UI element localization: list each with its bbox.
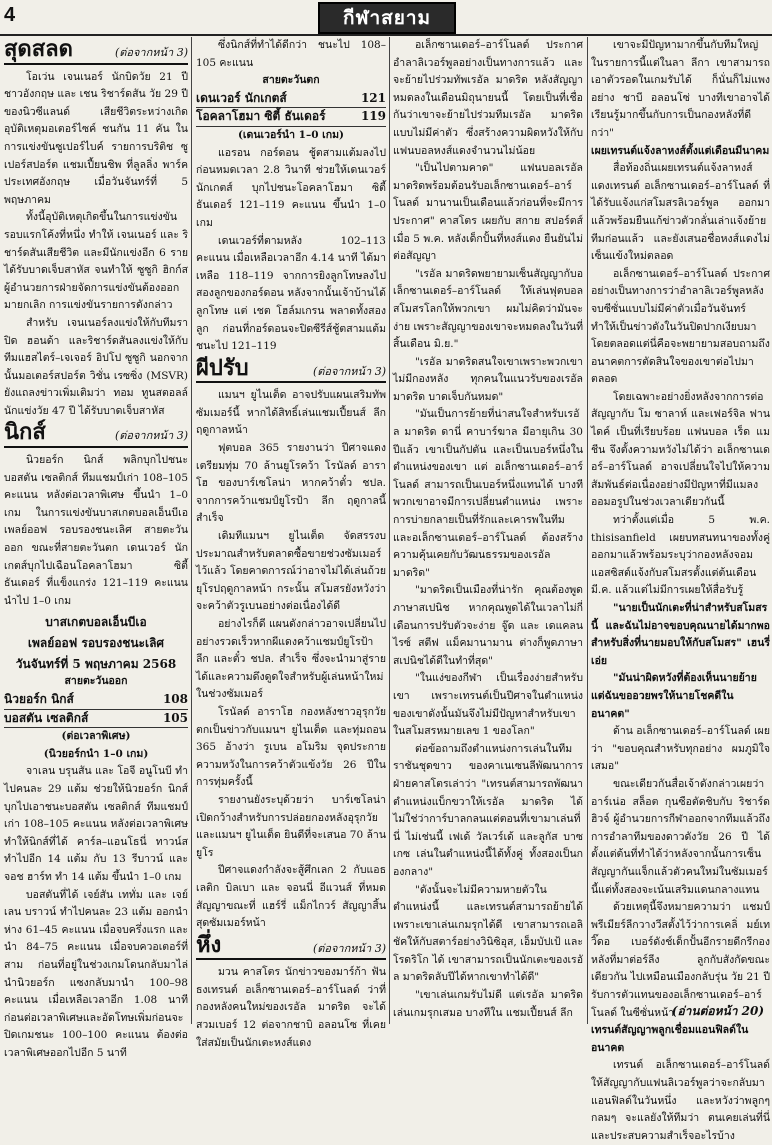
- paragraph: "มาดริดเป็นเมืองที่น่ารัก คุณต้องพูดภาษาสเปนิช หากคุณพูดได้ในเวลาไม่กี่เดือนการปรับตัวจะง่าย จู๊ด และ เดแคลน ไรซ์ สตีฟ แม็คมานามาน ต่างก็พูดภาษาสเปนิชได้ดีในทำที่สุด": [393, 584, 583, 667]
- column-divider: [389, 37, 390, 1024]
- overtime-note: (ต่อเวลาพิเศษ): [61, 730, 131, 743]
- team-name: โอคลาโฮมา ซิตี้ ธันเดอร์: [196, 109, 326, 124]
- paragraph: ทว่าตั้งแต่เมื่อ 5 พ.ค. thisisanfield เผยบทสนทนาของทั้งคู่ออกมาแล้วพร้อมระบุว่ากองหลังจอมแอสซิสต์แจ้งกับสโมสรตั้งแต่ต้นเดือนมี.ค. แล้วแต่ไม่มีการเผยให้สื่อรับรู้: [591, 514, 770, 597]
- paragraph: บอสตันที่ได้ เจย์สัน เททั่ม และ เจย์เลน บราวน์ ทำไปคนละ 23 แต้ม ออกนำห่าง 61–45 คะแนน เมื่อจบครึ่งแรก และนำ 84–75 คะแนน เมื่อจบควอเตอร์ที่สาม ก่อนที่อยู่ในช่วงเกมโดนกลับมาไล่นำนิวยอร์ก แซงกลับมานำ 100–98 คะแนน เมื่อเหลือเวลาอีก 1.08 นาที ก่อนต่อเวลาพิเศษและอัดโทษเพิ่มก่อนจะปิดเกมชนะ 100–100 คะแนน ต้องต่อเวลาพิเศษออกไปอีก 5 นาที: [4, 888, 188, 1059]
- header-rule: [0, 34, 772, 36]
- paragraph: "เขาเล่นเกมรับไม่ดี แต่เรอัล มาดริดเล่นเกมรุกเสมอ บางทีใน แชมเปี้ยนส์ ลีก: [393, 989, 583, 1019]
- subheading: เทรนต์สัญญาพลูกเชื่อมแอนฟิลด์ในอนาคต: [591, 1024, 749, 1054]
- paragraph: ฟุตบอล 365 รายงานว่า ปีศาจแดงเตรียมทุ่ม 70 ล้านยูโรคว้า โรนัลด์ อาราโฮ ของบาร์เซโลน่า หากคว้าตั๋ว ชปล. จากการคว้าแชมป์ยูโรป้า ลีก ฤดูกาลนี้สำเร็จ: [196, 442, 386, 525]
- scores-box: [4, 614, 188, 763]
- paragraph: อย่างไรก็ดี แผนดังกล่าวอาจเปลี่ยนไปอย่างรวดเร็วหากผีแดงคว้าแชมป์ยูโรป้า ลีก และตั๋ว ชปล. สำเร็จ ซึ่งจะนำมาสู่รายได้และความดึงดูดใจสำหรับผู้เล่นหน้าใหม่ในช่วงซัมเมอร์: [196, 618, 386, 701]
- conference-label: สายตะวันตก: [262, 74, 320, 87]
- continued-note: (ต่อจากหน้า 3): [114, 46, 188, 59]
- team-name: เดนเวอร์ นักเกตส์: [196, 90, 287, 105]
- paragraph: มวน คาสโตร นักข่าวของมาร์ก้า ฟันธงเทรนต์ อเล็กซานเดอร์–อาร์โนลด์ ว่าที่กองหลังคนใหม่ของเรอัล มาดริด จะได้สวมเบอร์ 12 ต่อจากชาบิ อลอนโซ ที่เคยใส่สมัยเป็นนักเตะหงส์แดง: [196, 966, 386, 1049]
- paragraph: ต่อข้อถามถึงตำแหน่งการเล่นในทีมราชันชุดขาว ของคาเนเซนลีพัฒนาการ ฝ่ายคาสโตรเล่าว่า "เทรนต์สามารถพัฒนาตำแหน่งแบ็กขวาให้เรอัล มาดริด ได้ ไม่ใช่ว่าการ์บาลกลนแต่ตอนที่เขามาเล่นที่นี่ ไม่เช่นนี้ เฟเด้ วัลเวร์เด้ และลูกัส บาซเกซ เล่นในตำแหน่งนี้ได้ทั้งคู่ ทั้งสองเป็นกองกลาง": [393, 742, 583, 878]
- series-note: (เดนเวอร์นำ 1–0 เกม): [237, 128, 345, 141]
- section-title: ผีปรับ: [196, 355, 249, 381]
- column-divider: [587, 37, 588, 1024]
- section-title: นิกส์: [4, 420, 46, 446]
- paragraph: ด้วยเหตุนี้จึงหมายความว่า แชมป์พรีเมียร์ลีกวางวีสตั้งไว้ว่าการเคลิ่ มย์เทวิ๊ดอ เบอร์ดังช์เด็กปั้นอีกรายดีกรีกองหลังที่มาต่อร์ลีง ลูกกับสังกัดขณะเดียวกัน ไปเหมือนเมืองกลับรุ่น วัย 21 ปีรับการตัวแทนของอเล็กซานเดอร์–อาร์โนลด์ ในซีซั่นหน้า: [591, 901, 770, 1019]
- section-header: [196, 355, 386, 384]
- paragraph: ซึ่งนิกส์ที่ทำได้ดีกว่า ชนะไป 108–105 คะแนน: [196, 39, 386, 69]
- score-row: [196, 108, 386, 127]
- paragraph: "ในแง่ของกีฬา เป็นเรื่องง่ายสำหรับเขา เพราะเทรนต์เป็นปีศาจในตำแหน่งของเขาดังนั้นมันจึงไม่มีปัญหาสำหรับเขาในสโมสรหมายเลข 1 ของโลก": [393, 672, 583, 738]
- paragraph: อเล็กซานเดอร์–อาร์โนลด์ ประกาศอย่างเป็นทางการว่าอำลาลิเวอร์พูลหลังจบซีซั่นแบบไม่มีค่าตัวเมื่อวันจันทร์ ทำให้เป็นข่าวดังในวันปิดปากเงียบมา โดยตลอดแต่นี่คือจะพยายามสอบถามถึงอนาคตการตัดสินใจของเขาต่อไปมาตลอด: [591, 267, 770, 386]
- paragraph: "ดังนั้นจะไม่มีความหายตัวในตำแหน่งนี้ และเทรนต์สามารถย้ายได้ เพราะเขาเล่นเกมรุกได้ดี เขาสามารถเอลิชัคให้กับสตาร์อย่างวินิซิอุส, เอ็มบัปเป้ และ โรดริโก ได้ เขาสามารถเป็นนักเตะของเรอัล มาดริดลับปีได้หากเขาทำได้ดี": [393, 883, 583, 984]
- team-name: นิวยอร์ก นิกส์: [4, 692, 74, 706]
- continued-note: (ต่อจากหน้า 3): [312, 941, 386, 955]
- score-row: [4, 691, 188, 710]
- paragraph: แอรอน กอร์ดอน ชู้ตสามแต้มลงไปก่อนหมดเวลา 2.8 วินาที ช่วยให้เดนเวอร์ นักเกตส์ บุกไปชนะโอคลาโฮมา ซิตี้ ธันเดอร์ 121–119 คะแนน ขึ้นนำ 1–0 เกม: [196, 146, 386, 229]
- team-score: 119: [360, 109, 386, 124]
- paragraph: เทรนต์ อเล็กซานเดอร์–อาร์โนลด์ ให้สัญญากับแฟนลิเวอร์พูลว่าจะกลับมาแอนฟิลด์ในวันหนึ่ง และหวังว่าพลูกๆ กลมๆ จะแลยังให้ทีมว่า ตนเคยเล่นที่นี่และประสบความสำเร็จอะไรบ้าง: [591, 1059, 770, 1142]
- paragraph: จาเลน บรุนสัน และ โอจี อนูโนบี ทำไปคนละ 29 แต้ม ช่วยให้นิวยอร์ก นิกส์ บุกไปเอาชนะบอสตัน เซลติกส์ ทีมแชมป์เก่า 108–105 คะแนน หลังต่อเวลาพิเศษ ทำให้นิกส์ที่ได้ คาร์ล–แอนโธนี่ ทาวน์ส ทำไปอีก 14 แต้ม กับ 13 รีบาวน์ และ จอช ฮาร์ท ทำ 14 แต้ม ขึ้นนำ 1–0 เกม: [4, 765, 188, 883]
- column-4: [591, 37, 770, 1142]
- box-title: บาสเกตบอลเอ็นบีเอ: [45, 615, 147, 630]
- team-score: 105: [162, 710, 188, 725]
- paragraph: ขณะเดียวกันสื่อเจ้าดังกล่าวเผยว่าอาร์เน่อ สล็อต กุนซือตัดชิบกับ ริชาร์ด ฮิวจ์ ผู้อำนวยการกีฬาออกจากทีมแล้วถึงการอำลาทีมของดาวดังวัย 26 ปี ได้ตั้งแต่ต้นที่ทำได้ว่าหลังจากนั้นการเซ็นสัญญากันแจ็กแล้วตัวคนใหม่ในซัมเมอร์นี้แต่ทั้งสองจะเน้นเสริมแดนกลางแทน: [591, 777, 770, 896]
- masthead-logo: กีฬาสยาม: [318, 2, 456, 34]
- paragraph: เดนเวอร์ที่ตามหลัง 102–113 คะแนน เมื่อเหลือเวลาอีก 4.14 นาที ได้มาเหลือ 118–119 จากการยิงลูกโทษลงไปสองลูกของกอร์ดอน หลังจากนั้นเจ้าบ้านได้ลูกโทษ แต่ เชต โฮล์มเกรน พลาดทั้งสองลูก ก่อนที่กอร์ดอนจะปิดซีรีส์ชู้ตสามแต้มชนะไป 121–119: [196, 234, 386, 353]
- paragraph: สื่อท้องถิ่นเผยเทรนต์แจ้งลาหงส์แดงเทรนต์ อเล็กซานเดอร์–อาร์โนลด์ ที่ได้รับแจ้งแก่สโมสรลิเวอร์พูล ออกมาแล้วพร้อมยืนแก้ข่าวตัวกลั่นเล่าแจ้งย้ายทีมก่อนแล้ว และยังเสนอชื่อหงส์แดงไม่เซ็นแข้งใหม่ตลอด: [591, 162, 770, 263]
- quote: "นายเป็นนักเตะที่น่าสำหรับสโมสรนี้ และฉันไม่อาจขอบคุณนายได้มากพอสำหรับสิ่งที่นายมอบให้กับสโมสร" เฮนรี่เอ่ย: [591, 602, 770, 667]
- section-header: [4, 420, 188, 448]
- score-row: [4, 710, 188, 729]
- paragraph: เขาจะมีปัญหามากขึ้นกับทีมใหญ่ในรายการนี้แต่ในลา ลีกา เขาสามารถเอาตัวรอดในเกมรับได้ ก็นั่นก็ไม่แพงอย่าง ชาบี อลอนโซ่ บางทีเขาอาจได้เรียนรู้มากขึ้นกับการเป็นกองหลังที่ดีกว่า": [591, 39, 770, 139]
- quote: "มันน่าผิดหวังที่ต้องเห็นนายย้ายแต่ฉันขออวยพรให้นายโชคดีในอนาคต": [591, 672, 757, 720]
- team-name: บอสตัน เซลติกส์: [4, 710, 89, 725]
- paragraph: รายงานยังระบุด้วยว่า บาร์เซโลน่าเปิดกว้างสำหรับการปล่อยกองหลังอุรุกวัย และแมนฯ ยูไนเต็ด ยินดีที่จะเสนอ 70 ล้านยูโร: [196, 793, 387, 859]
- paragraph: ทั้งนี้อุบัติเหตุเกิดขึ้นในการแข่งขันรอบแรกโค้งที่หนึ่ง ทำให้ เจนเนอร์ และ ริชาร์ดสันเสียชีวิต และมีนักแข่งอีก 6 รายได้รับบาดเจ็บสาหัส จนทำให้ ซูซูกิ ฮิกก์ส ผู้อำนวยการฝ่ายจัดการแข่งขันต้องออกมายกเลิก การแข่งขันรายการดังกล่าว: [4, 211, 188, 312]
- series-note: (นิวยอร์กนำ 1–0 เกม): [43, 747, 149, 760]
- column-3: [393, 37, 583, 1024]
- paragraph: สำหรับ เจนเนอร์ลงแข่งให้กับทีมราปิด ฮอนด้า และริชาร์ดสันลงแข่งให้กับทีมแฮสไตร์–เจเจอร์ อิปโป ซูซูกิ นอกจากนั้นมอเตอร์สปอร์ต วิชั่น เรซซิ่ง (MSVR) ยังแถลงข่าวเพิ่มเติมว่า ทอม ทูนสตอลล์ นักแข่งวัย 47 ปี ได้รับบาดเจ็บสาหัส: [4, 316, 188, 417]
- conference-label: สายตะวันออก: [64, 675, 128, 688]
- team-score: 121: [360, 90, 386, 105]
- column-1: [4, 37, 188, 1059]
- section-header: [4, 37, 188, 65]
- paragraph: ด้าน อเล็กซานเดอร์–อาร์โนลด์ เผยว่า "ขอบคุณสำหรับทุกอย่าง ผมภูมิใจเสมอ": [591, 725, 770, 773]
- page-number: 4: [4, 4, 16, 26]
- section-title: สุดสลด: [4, 37, 73, 62]
- paragraph: แมนฯ ยูไนเต็ด อาจปรับแผนเสริมทัพซัมเมอร์นี้ หากได้สิทธิ์เล่นแชมเปี้ยนส์ ลีก ฤดูกาลหน้า: [196, 389, 386, 437]
- column-divider: [191, 37, 192, 1024]
- team-score: 108: [162, 692, 188, 706]
- column-2: [196, 37, 387, 1049]
- continued-note: (ต่อจากหน้า 3): [114, 429, 188, 443]
- box-date: วันจันทร์ที่ 5 พฤษภาคม 2568: [15, 657, 177, 672]
- paragraph: นิวยอร์ก นิกส์ พลิกบุกไปชนะบอสตัน เซลติกส์ ทีมแชมป์เก่า 108–105 คะแนน หลังต่อเวลาพิเศษ ขึ้นนำ 1–0 เกม ในการแข่งขันบาสเกตบอลเอ็นบีเอ เพลย์ออฟ รอบรองชนะเลิศ สายตะวันออก ขณะที่สายตะวันตก เดนเวอร์ นักเกตส์บุกไปเฉือนโอคลาโฮมา ซิตี้ ธันเดอร์ ที่แข็งแกร่ง 121–119 คะแนน นำไป 1–0 เกม: [4, 454, 188, 607]
- paragraph: โอเว่น เจนเนอร์ นักบิดวัย 21 ปี ชาวอังกฤษ และ เชน ริชาร์ดสัน วัย 29 ปี ของนิวซีแลนด์ เสียชีวิตระหว่างเกิดอุบัติเหตุมอเตอร์ไซค์ ชนกัน 11 คัน ในการแข่งขันซูเปอร์ไบค์ รายการบริติช ซูเปอร์สปอร์ต แชมเปี้ยนชิพ ที่ลูลลิ่ง พาร์ค ประเทศอังกฤษ เมื่อวันจันทร์ที่ 5 พฤษภาคม: [4, 70, 188, 206]
- read-more-note: (อ่านต่อหน้า 20): [671, 1004, 764, 1018]
- paragraph: อเล็กซานเดอร์–อาร์โนลด์ ประกาศอำลาลิเวอร์พูลอย่างเป็นทางการแล้ว และจะย้ายไปร่วมทัพเรอัล มาดริด หลังสัญญาหมดลงในเดือนมิถุนายนนี้ โดยเป็นที่เชื่อกันว่าเขาจะย้ายไปร่วมทีมเรอัล มาดริด แบบไม่มีค่าตัว ซึ่งสร้างความผิดหวังให้กับแฟนบอลหงส์แดงจำนวนไม่น้อย: [393, 39, 583, 157]
- paragraph: "มันเป็นการย้ายที่น่าสนใจสำหรับเรอัล มาดริด ดานี่ คาบาร์ฆาล มีอายุเกิน 30 ปีแล้ว เขาเป็นกัปตัน และเป็นเบอร์หนึ่งในตำแหน่งของเขา แต่ อเล็กซานเดอร์–อาร์โนลด์ สามารถเป็นเบอร์หนึ่งแทนได้ บางทีพวกเขาอาจมีการเปลี่ยนตำแหน่ง เพราะการบ่ายกลายเป็นที่รักและเคารพในทีม และอเล็กซานเดอร์–อาร์โนลด์ ต้องสร้างความคุ้นเคยกับวัฒนธรรมของเรอัล มาดริด": [393, 408, 583, 579]
- continued-note: (ต่อจากหน้า 3): [312, 364, 386, 378]
- section-title: หึ่ง: [196, 932, 222, 958]
- score-row: [196, 90, 386, 109]
- subheading: เผยเทรนต์แจ้งลาหงส์ตั้งแต่เดือนมีนาคม: [591, 144, 770, 157]
- paragraph: ปีศาจแดงกำลังจะสู้ศึกเลก 2 กับแอธเลติก บิลเบา และ จอนนี่ อีแวนส์ ที่หมดสัญญาขณะที่ แฮร์รี่ แม็กไกวร์ สัญญาสิ้นสุดซัมเมอร์หน้า: [196, 864, 386, 930]
- paragraph: เดิมทีแมนฯ ยูไนเต็ด จัดสรรงบประมาณสำหรับตลาดซื้อขายช่วงซัมเมอร์ไว้แล้ว โดยคาดการณ์ว่าอาจไม่ได้เล่นถ้วยยุโรปฤดูกาลหน้า กระนั้น สโมสรยังหวังว่าจะคว้าตัวรูเบนอย่างต่อเนื่องได้ดี: [196, 530, 386, 613]
- paragraph: "เรอัล มาดริดสนใจเขาเพราะพวกเขาไม่มีกองหลัง ทุกคนในแนวรับของเรอัล มาดริด บาดเจ็บกันหมด": [393, 355, 583, 403]
- paragraph: "เรอัล มาดริดพยายามเซ็นสัญญากับอเล็กซานเดอร์–อาร์โนลด์ ให้เล่นฟุตบอลสโมสรโลกให้พวกเขา ผมไม่คิดว่ามันจะง่าย เพราะสัญญาของเขาจะหมดลงในวันที่สิ้นเดือน มิ.ย.": [393, 267, 583, 351]
- box-subtitle: เพลย์ออฟ รอบรองชนะเลิศ: [27, 636, 165, 651]
- section-header: [196, 932, 386, 961]
- paragraph: "เป็นไปตามคาด" แฟนบอลเรอัล มาดริดพร้อมต้อนรับอเล็กซานเดอร์–อาร์โนลด์ มานานเป็นเดือนแล้วก่อนที่จะมีการประกาศ" คาสโตร เผยกับ สกาย สปอร์ตส์ เมื่อ 5 พ.ค. หลังเด็กปั้นที่หงส์แดง ยืนยันไม่ต่อสัญญา: [393, 162, 583, 263]
- paragraph: โรนัลด์ อาราโฮ กองหลังชาวอุรุกวัย ตกเป็นข่าวกับแมนฯ ยูไนเต็ด และทุ่มถอน 365 อ้างว่า รูเบน อโมริม จุดประกายความหวังในการคว้าตัวแข้งวัย 26 ปีในการทุ่มครั้งนี้: [196, 705, 386, 789]
- paragraph: โดยเฉพาะอย่างยิ่งหลังจากการต่อสัญญากับ โม ซาลาห์ และเฟอร์จิล ฟาน ไดค์ เป็นที่เรียบร้อย แฟนบอล เร็ด แมชีน จึงตั้งความหวังไม่ได้ว่า อเล็กซานเดอร์–อาร์โนลด์ อาจเปลี่ยนใจไปให้ความสัมพันธ์ต่อเนื่องอย่างมีปัญหาที่มีแมลงออมอรูปในช่วงเวลาเดียวกันนี้: [591, 390, 770, 509]
